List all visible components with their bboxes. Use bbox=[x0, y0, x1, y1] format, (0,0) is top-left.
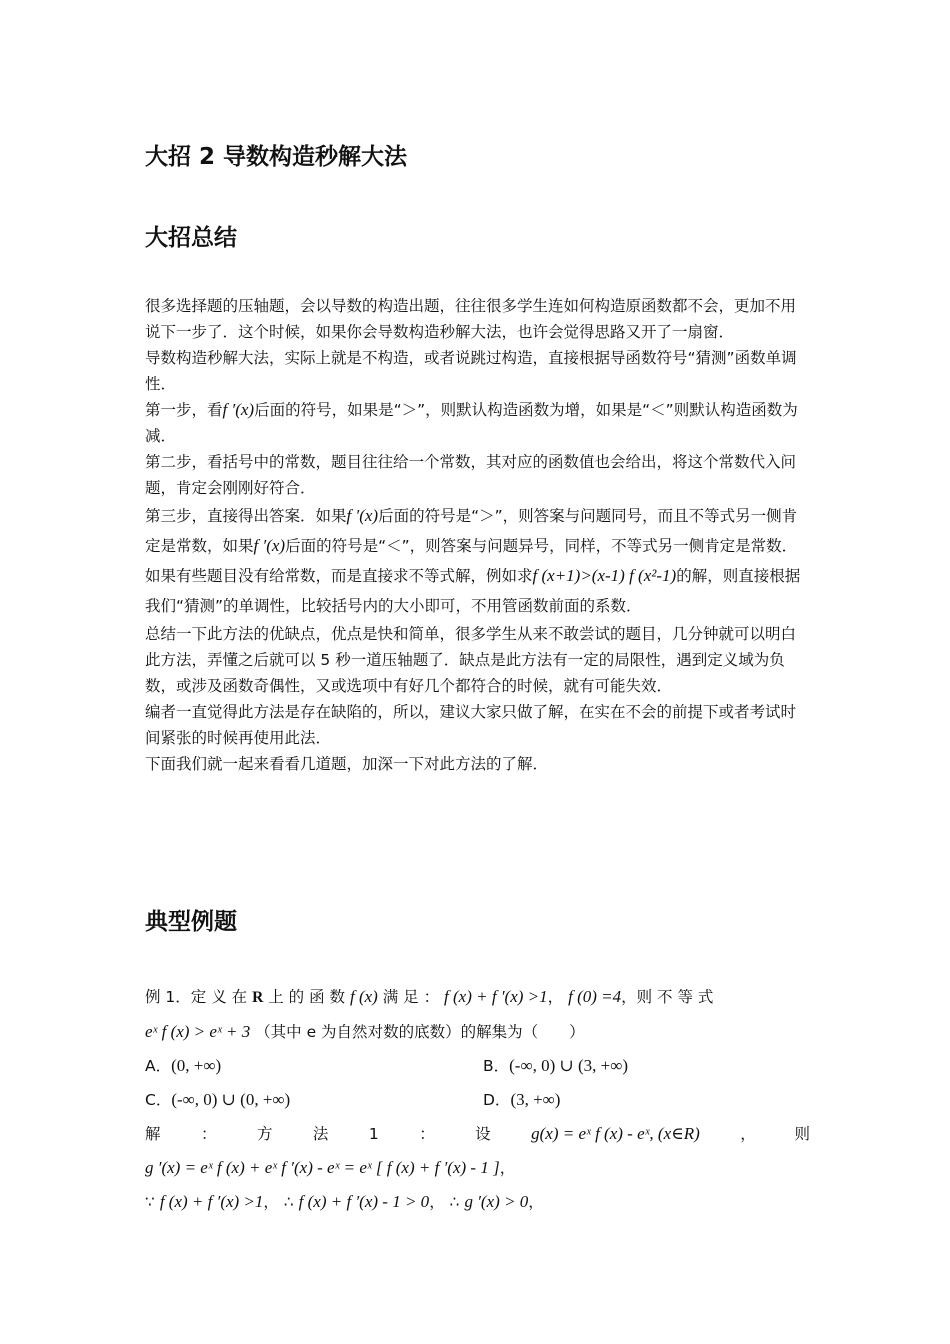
intro-text bbox=[145, 293, 810, 777]
option-c: C．(-∞, 0) ∪ (0, +∞) bbox=[145, 1090, 291, 1109]
paragraph: 总结一下此方法的优缺点，优点是快和简单，很多学生从来不敢尝试的题目，几分钟就可以明白此方法，弄懂之后就可以 5 秒一道压轴题了．缺点是此方法有一定的局限性，遇到定义域为负数，或涉及函数奇偶性，又或选项中有好几个都符合的时候，就有可能失效． bbox=[145, 625, 797, 695]
question-line: eˣ f (x) > eˣ + 3 （其中 e 为自然对数的底数）的解集为（ ） bbox=[145, 1022, 585, 1041]
option-d: D．(3, +∞) bbox=[483, 1090, 561, 1109]
solution-line: 解 ： 方 法 1 ： 设 g(x) = eˣ f (x) - eˣ, (x∈R) ， 则 bbox=[145, 1117, 810, 1151]
page-title: 大招 2 导数构造秒解大法 bbox=[145, 144, 408, 170]
question-line: 例 1．定 义 在 R 上 的 函 数 f (x) 满 足 ： f (x) + f ′(x) >1， f (0) =4，则 不 等 式 bbox=[145, 987, 714, 1006]
math-condition: f (x) + f ′(x) >1 bbox=[444, 987, 548, 1006]
paragraph: 第一步，看f ′(x)后面的符号，如果是“＞”，则默认构造函数为增，如果是“＜”则默认构造函数为减． bbox=[145, 400, 798, 445]
paragraph: 导数构造秒解大法，实际上就是不构造，或者说跳过构造，直接根据导函数符号“猜测”函数单调性． bbox=[145, 349, 797, 393]
solution-line: g ′(x) = eˣ f (x) + eˣ f ′(x) - eˣ = eˣ [ f (x) + f ′(x) - 1 ]， bbox=[145, 1158, 516, 1177]
section-title-examples: 典型例题 bbox=[145, 909, 237, 935]
math-definition: g(x) = eˣ f (x) - eˣ, (x∈R) bbox=[531, 1124, 700, 1143]
option-a: A．(0, +∞) bbox=[145, 1056, 222, 1075]
solution-line: ∵ f (x) + f ′(x) >1， ∴ f (x) + f ′(x) - 1 > 0， ∴ g ′(x) > 0， bbox=[145, 1192, 544, 1211]
paragraph: 第二步，看括号中的常数，题目往往给一个常数，其对应的函数值也会给出，将这个常数代入问题，肯定会刚刚好符合． bbox=[145, 453, 797, 497]
option-b: B．(-∞, 0) ∪ (3, +∞) bbox=[483, 1056, 629, 1075]
math-fprime: f ′(x) bbox=[253, 536, 286, 555]
paragraph: 很多选择题的压轴题，会以导数的构造出题，往往很多学生连如何构造原函数都不会，更加不用说下一步了．这个时候，如果你会导数构造秒解大法，也许会觉得思路又开了一扇窗． bbox=[145, 297, 797, 341]
answer-options bbox=[145, 1049, 810, 1117]
math-fprime: f ′(x) bbox=[222, 400, 255, 419]
math-fprime: f ′(x) bbox=[346, 506, 379, 525]
math-inequality: eˣ f (x) > eˣ + 3 bbox=[145, 1022, 251, 1041]
paragraph: 第三步，直接得出答案．如果f ′(x)后面的符号是“＞”，则答案与问题同号，而且不等式另一侧肯定是常数，如果f ′(x)后面的符号是“＜”，则答案与问题异号，同样，不等式另一侧肯定是常数． bbox=[145, 506, 798, 555]
section-title-summary: 大招总结 bbox=[145, 225, 237, 251]
paragraph: 下面我们就一起来看看几道题，加深一下对此方法的了解． bbox=[145, 755, 549, 773]
math-inequality: f (x+1)>(x-1) f (x²-1) bbox=[532, 566, 677, 585]
math-condition: f (0) =4 bbox=[568, 987, 622, 1006]
math-derivative: g ′(x) = eˣ f (x) + eˣ f ′(x) - eˣ = eˣ [ f (x) + f ′(x) - 1 ] bbox=[145, 1158, 500, 1177]
paragraph: 如果有些题目没有给常数，而是直接求不等式解，例如求f (x+1)>(x-1) f (x²-1)的解，则直接根据我们“猜测”的单调性，比较括号内的大小即可，不用管函数前面的系数． bbox=[145, 566, 801, 615]
example-1 bbox=[145, 980, 810, 1219]
paragraph: 编者一直觉得此方法是存在缺陷的，所以，建议大家只做了解，在实在不会的前提下或者考试时间紧张的时候再使用此法． bbox=[145, 703, 797, 747]
